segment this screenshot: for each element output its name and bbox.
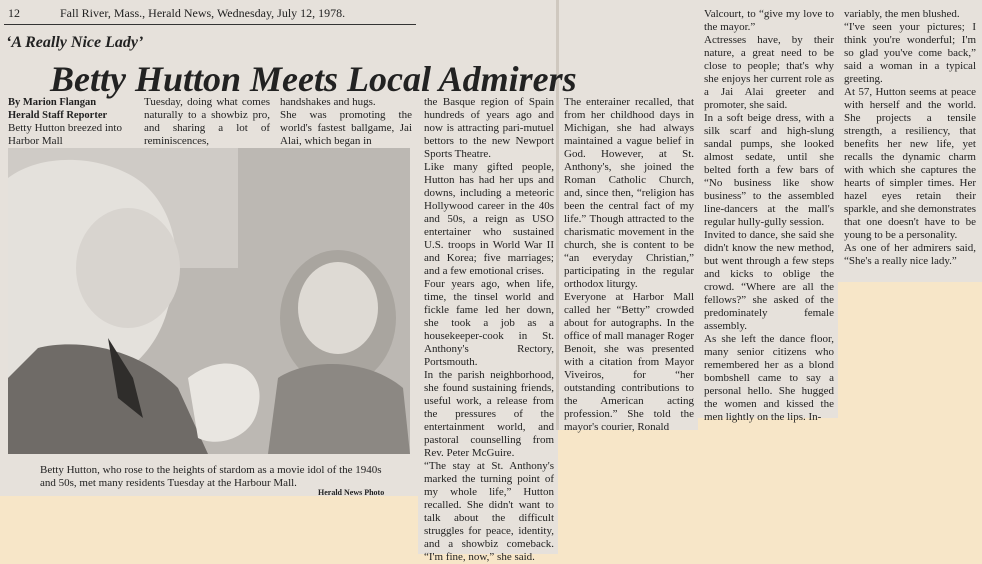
article-column-2: handshakes and hugs. She was promoting the world's fastest ballgame, Jai Alai, which began in xyxy=(280,96,412,147)
article-column-6: variably, the men blushed. “I've seen your pictures; I think you're wonderful; I'm so glad you've come back,” said a woman in a typical greeting. At 57, Hutton seems at peace with herself and the world. She projects a tensile strength, a resiliency, that benefits her new life, yet recalls the dynamic charm with which she captures the hearts of simpler times. Her hazel eyes retain their sparkle, and she demonstrates that one doesn't have to be young to be a personality. As one of her admirers said, “She's a really nice lady.” xyxy=(844,8,976,267)
photo-credit: Herald News Photo xyxy=(318,488,385,497)
article-column-3: the Basque region of Spain hundreds of years ago and now is attracting pari-mutuel bettors to the new Newport Sports Theatre. Like many gifted people, Hutton has had her ups and downs, including a meteoric Hollywood career in the 40s and 50s, a reign as USO entertainer who sustained U.S. troops in World War II and Korea; five marriages; and a few emotional crises. Four years ago, when life, time, the tinsel world and fickle fame led her down, she took a job as a housekeeper-cook in St. Anthony's Rectory, Portsmouth. In the parish neighborhood, she found sustaining friends, useful work, a release from the pressures of the entertainment world, and pastoral counselling from Rev. Peter McGuire. “The stay at St. Anthony's marked the turning point of my whole life,” Hutton recalled. She didn't want to talk about the difficult struggles for peace, identity, and a showbiz comeback. “I'm fine, now,” she said. xyxy=(424,96,554,563)
news-photo xyxy=(8,148,410,454)
kicker: ‘A Really Nice Lady’ xyxy=(6,34,144,51)
publication-line: Fall River, Mass., Herald News, Wednesday, July 12, 1978. xyxy=(60,6,346,20)
article-column-4: The enterainer recalled, that from her childhood days in Michigan, she had always maintained a vague belief in God. However, at St. Anthony's, she joined the Roman Catholic Church, and, since then, “religion has been the central fact of my life.” Though attracted to the charismatic movement in the church, she is content to be “an everyday Christian,” participating in the regular orthodox liturgy. Everyone at Harbor Mall called her “Betty” crowded about for autographs. In the office of mall manager Roger Benoit, she was presented with a citation from Mayor Viveiros, for “her outstanding contributions to the American acting profession.” She told the mayor's courier, Ronald xyxy=(564,96,694,433)
byline xyxy=(8,96,140,122)
byline-author: By Marion Flangan xyxy=(8,97,97,108)
article-column-5: Valcourt, to “give my love to the mayor.” Actresses have, by their nature, a great need to be close to people; that's why she enjoys her current role as a Jai Alai greeter and promoter, she said. In a soft beige dress, with a silk scarf and high-slung sandal pumps, she looked almost sedate, until she belted forth a few bars of “No business like show business” to the assembled line-dancers at the mall's regular hully-gully session. Invited to dance, she said she didn't know the new method, but went through a few steps and kicks to oblige the crowd. “Where are all the fellows?” she asked of the predominately female assembly. As she left the dance floor, many senior citizens who remembered her as a blond bombshell came to say a personal hello. She hugged the women and kissed the men lightly on the lips. In- xyxy=(704,8,834,423)
byline-role: Herald Staff Reporter xyxy=(8,110,108,121)
headline: Betty Hutton Meets Local Admirers xyxy=(50,59,577,99)
lead-paragraph: Betty Hutton breezed into Harbor Mall xyxy=(8,122,122,147)
article-column-1: Tuesday, doing what comes naturally to a showbiz pro, and sharing a lot of reminiscences, xyxy=(144,96,270,147)
page-number: 12 xyxy=(8,6,20,20)
folio-rule xyxy=(4,24,416,25)
photo-caption: Betty Hutton, who rose to the heights of stardom as a movie idol of the 1940s and 50s, met many residents Tuesday at the Harbour Mall. xyxy=(40,464,382,489)
photo-illustration xyxy=(8,148,410,454)
folio-line xyxy=(8,6,345,21)
